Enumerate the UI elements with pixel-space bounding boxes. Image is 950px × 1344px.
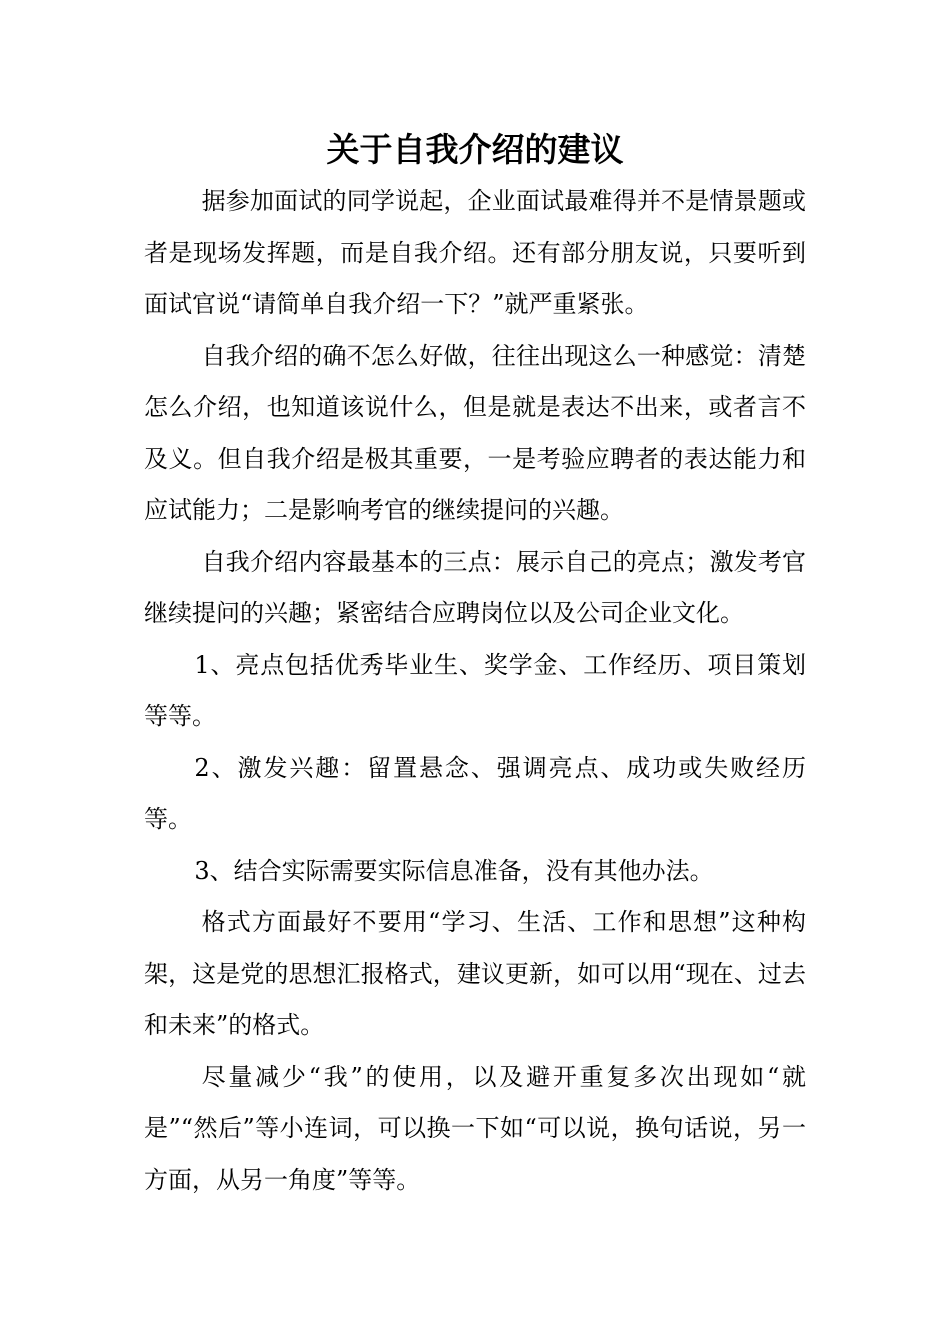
paragraph-three-points: 自我介绍内容最基本的三点：展示自己的亮点；激发考官继续提问的兴趣；紧密结合应聘岗位以及公司企业文化。 (144, 547, 806, 627)
list-item-highlights: 1、亮点包括优秀毕业生、奖学金、工作经历、项目策划等等。 (144, 650, 806, 730)
paragraph-format: 格式方面最好不要用“学习、生活、工作和思想”这种构架，这是党的思想汇报格式，建议更新，如可以用“现在、过去和未来”的格式。 (144, 908, 806, 1039)
document-title: 关于自我介绍的建议 (326, 130, 624, 169)
list-item-practical: 3、结合实际需要实际信息准备，没有其他办法。 (194, 856, 714, 885)
paragraph-intro: 据参加面试的同学说起，企业面试最难得并不是情景题或者是现场发挥题，而是自我介绍。还有部分朋友说，只要听到面试官说“请简单自我介绍一下？”就严重紧张。 (144, 187, 806, 318)
paragraph-difficulty: 自我介绍的确不怎么好做，往往出现这么一种感觉：清楚怎么介绍，也知道该说什么，但是就是表达不出来，或者言不及义。但自我介绍是极其重要，一是考验应聘者的表达能力和应试能力；二是影响考官的继续提问的兴趣。 (144, 341, 806, 524)
document-body (144, 176, 806, 1206)
list-item-interest: 2、激发兴趣：留置悬念、强调亮点、成功或失败经历等。 (144, 753, 806, 833)
paragraph-wording: 尽量减少“我”的使用，以及避开重复多次出现如“就是”“然后”等小连词，可以换一下如“可以说，换句话说，另一方面，从另一角度”等等。 (144, 1062, 806, 1194)
